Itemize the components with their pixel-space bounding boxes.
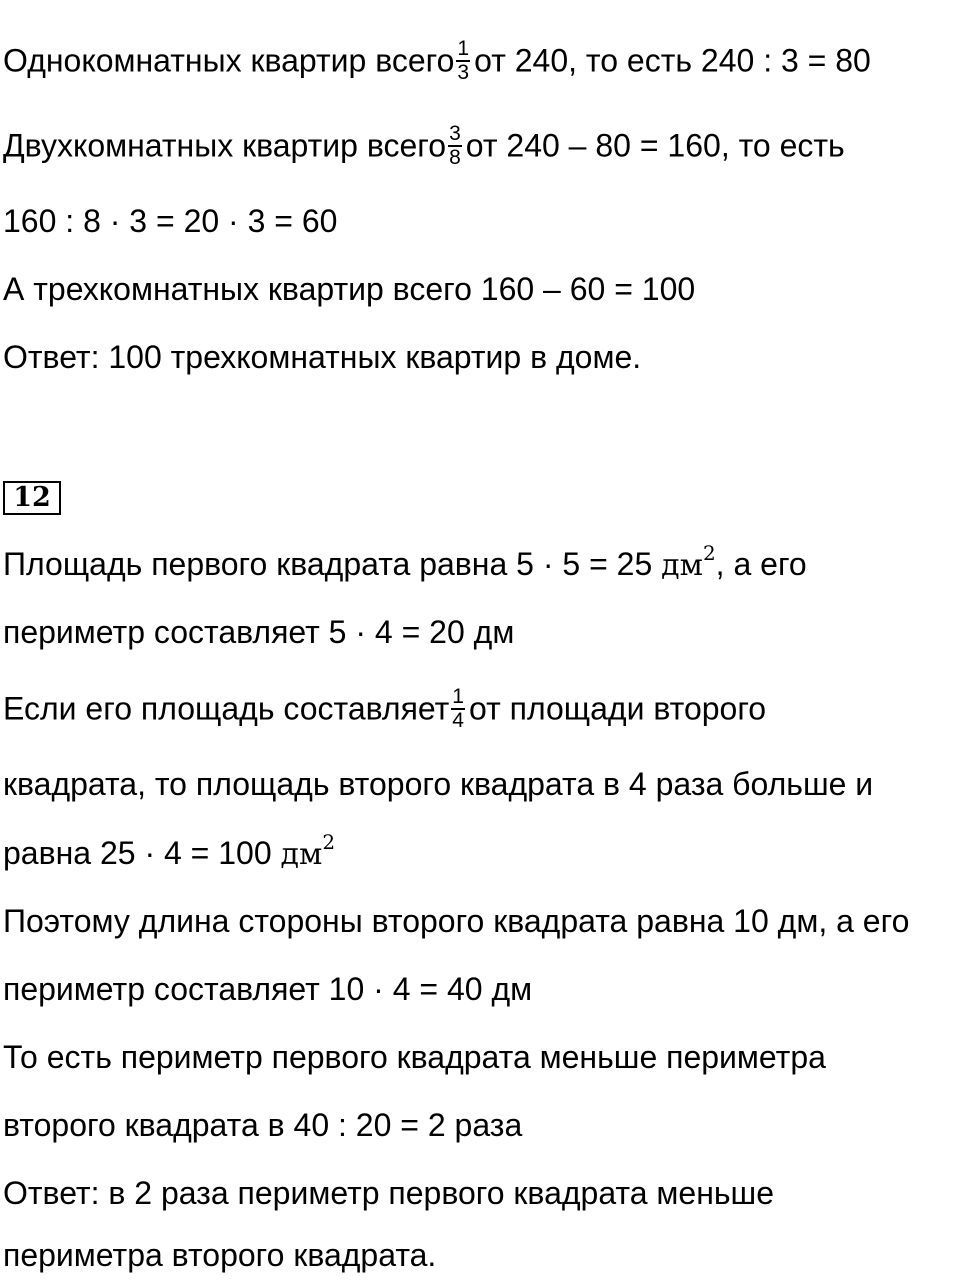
s11-line-two-room: [3, 122, 845, 169]
s11-line-calculation: 160 : 8 · 3 = 20 · 3 = 60: [3, 203, 338, 239]
fraction-numerator: 1: [452, 685, 464, 708]
s12-line-area-first: [3, 541, 807, 584]
s12-area-first-pre: Площадь первого квадрата равна 5 · 5 = 25: [3, 546, 653, 582]
s12-line-second-area-value: [3, 830, 336, 873]
unit-label: дм: [661, 548, 703, 583]
unit-label: дм: [280, 837, 323, 872]
s12-area-ratio-pre: Если его площадь составляет: [3, 690, 450, 727]
s12-second-area-pre: равна 25 · 4 = 100: [3, 835, 272, 871]
s11-line-one-room-post: от 240, то есть 240 : 3 = 80: [474, 42, 871, 79]
s12-line-area-ratio: [3, 685, 767, 732]
s12-answer-line-1: Ответ: в 2 раза периметр первого квадрата меньше: [3, 1175, 775, 1211]
s12-answer-line-2: периметра второго квадрата.: [3, 1237, 437, 1273]
s12-line-comparison-result: второго квадрата в 40 : 20 = 2 раза: [3, 1107, 523, 1143]
task-number-box: 12: [3, 481, 61, 515]
unit-dm2: [661, 541, 716, 583]
s12-area-ratio-post: от площади второго: [468, 690, 767, 727]
fraction-numerator: 1: [457, 37, 470, 60]
s11-line-one-room-pre: Однокомнатных квартир всего: [3, 42, 455, 79]
fraction-three-eighths: [448, 123, 462, 169]
unit-exponent: 2: [322, 830, 336, 854]
fraction-denominator: 8: [449, 146, 461, 169]
s12-line-second-area-desc: квадрата, то площадь второго квадрата в 4 раза больше и: [3, 766, 874, 802]
s12-area-first-post: , а его: [715, 546, 807, 582]
fraction-denominator: 4: [452, 709, 464, 732]
fraction-one-quarter: [451, 686, 465, 732]
fraction-one-third: [456, 38, 470, 84]
s11-line-two-room-pre: Двухкомнатных квартир всего: [3, 127, 447, 164]
s12-line-side-second: Поэтому длина стороны второго квадрата равна 10 дм, а его: [3, 903, 910, 939]
s11-answer: Ответ: 100 трехкомнатных квартир в доме.: [3, 339, 642, 375]
unit-exponent: 2: [702, 541, 716, 565]
unit-dm2: [280, 830, 336, 872]
s12-line-comparison: То есть периметр первого квадрата меньше периметра: [3, 1039, 826, 1075]
s12-line-perimeter-first: периметр составляет 5 · 4 = 20 дм: [3, 614, 515, 650]
fraction-numerator: 3: [449, 122, 461, 145]
s11-line-two-room-post: от 240 – 80 = 160, то есть: [465, 127, 845, 164]
fraction-denominator: 3: [457, 61, 470, 84]
s12-line-perimeter-second: периметр составляет 10 · 4 = 40 дм: [3, 971, 533, 1007]
s11-line-three-room: А трехкомнатных квартир всего 160 – 60 = 100: [3, 271, 696, 307]
s11-line-one-room: [3, 37, 871, 84]
